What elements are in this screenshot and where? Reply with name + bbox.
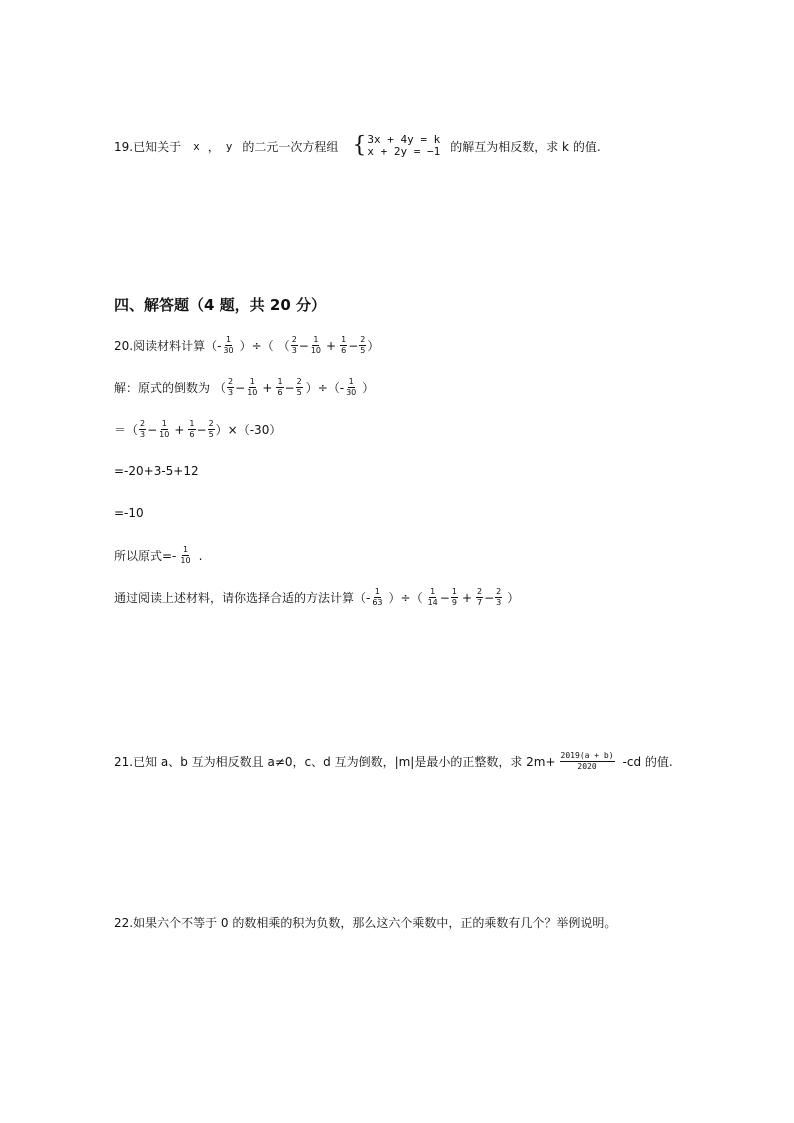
step1-prefix: ＝（ — [114, 423, 139, 437]
plus-sign: + — [326, 338, 337, 353]
paren-open: （ — [214, 381, 227, 395]
minus-sign: − — [235, 380, 246, 395]
q19-suffix: 的解互为相反数，求 k 的值. — [450, 139, 601, 154]
task-div: ）÷（ — [388, 591, 423, 605]
fraction-1-6: $\frac{1}{6}$ — [189, 419, 195, 439]
minus-sign: − — [147, 422, 158, 437]
fraction-1-6: $\frac{1}{6}$ — [341, 335, 347, 355]
minus-sign: − — [348, 338, 359, 353]
section-heading: 四、解答题（4 题，共 20 分） — [114, 296, 326, 314]
minus-sign: − — [484, 590, 495, 605]
paren-close: ） — [362, 381, 375, 395]
fraction-2-3: $\frac{2}{3}$ — [228, 377, 234, 397]
solution-prefix: 解：原式的倒数为 — [114, 381, 211, 395]
result-line — [114, 546, 202, 565]
fraction-2-5: $\frac{2}{5}$ — [360, 335, 366, 355]
step1-suffix: ）×（-30） — [215, 423, 282, 437]
fraction-2-5: $\frac{2}{5}$ — [296, 377, 302, 397]
fraction-2-7: $\frac{2}{7}$ — [477, 587, 483, 607]
result-suffix: . — [198, 548, 203, 563]
q19-prefix: 19.已知关于 — [114, 139, 182, 154]
question-22: 22.如果六个不等于 0 的数相乘的积为负数，那么这六个乘数中，正的乘数有几个？举例说明。 — [114, 916, 617, 930]
question-19 — [114, 134, 601, 158]
plus-sign: + — [461, 590, 472, 605]
task-line — [114, 588, 519, 607]
plus-sign: + — [174, 422, 185, 437]
fraction-1-14: $\frac{1}{14}$ — [427, 587, 438, 607]
task-close: ） — [507, 591, 520, 605]
fraction-1-63: $\frac{1}{63}$ — [372, 587, 383, 607]
fraction-1-6: $\frac{1}{6}$ — [277, 377, 283, 397]
q19-mid: 的二元一次方程组 — [242, 139, 339, 154]
q20-intro: 20.阅读材料计算（- — [114, 339, 222, 353]
q20-close: ） — [367, 339, 380, 353]
q19-var-y: y — [225, 139, 233, 153]
fraction-2-5: $\frac{2}{5}$ — [208, 419, 214, 439]
minus-sign: − — [284, 380, 295, 395]
solution-line — [114, 378, 374, 397]
step-1 — [114, 420, 281, 439]
fraction-1-10: $\frac{1}{10}$ — [180, 545, 191, 565]
step-2: =-20+3-5+12 — [114, 464, 199, 478]
q20-paren-open: （ — [277, 339, 290, 353]
minus-sign: − — [298, 338, 309, 353]
fraction-1-9: $\frac{1}{9}$ — [451, 587, 457, 607]
result-prefix: 所以原式=- — [114, 549, 177, 563]
fraction-1-10: $\frac{1}{10}$ — [159, 419, 170, 439]
q19-comma: ， — [207, 139, 220, 154]
minus-sign: − — [439, 590, 450, 605]
question-20 — [114, 336, 379, 355]
equation-system — [352, 134, 440, 158]
minus-sign: − — [196, 422, 207, 437]
q20-div-open: ）÷（ — [239, 339, 274, 353]
fraction-1-30: $\frac{1}{30}$ — [346, 377, 357, 397]
fraction-2-3: $\frac{2}{3}$ — [291, 335, 297, 355]
step-3: =-10 — [114, 506, 144, 520]
question-21 — [114, 752, 673, 771]
q21-suffix: -cd 的值. — [622, 755, 673, 769]
task-prefix: 通过阅读上述材料，请你选择合适的方法计算（- — [114, 591, 371, 605]
fraction-1-10: $\frac{1}{10}$ — [310, 335, 322, 355]
plus-sign: + — [262, 380, 273, 395]
fraction-1-30: $\frac{1}{30}$ — [223, 335, 234, 355]
left-brace-icon: { — [352, 133, 367, 158]
q19-var-x: x — [193, 139, 200, 153]
solution-div: ）÷（- — [305, 381, 345, 395]
fraction-2-3: $\frac{2}{3}$ — [496, 587, 502, 607]
equation-1: 3x + 4y = k — [367, 133, 441, 146]
q21-prefix: 21.已知 a、b 互为相反数且 a≠0，c、d 互为倒数，|m|是最小的正整数，求 2m+ — [114, 755, 556, 769]
fraction-2019ab-2020: $\frac{2019(a + b)}{2020}$ — [560, 751, 614, 771]
fraction-2-3: $\frac{2}{3}$ — [140, 419, 146, 439]
fraction-1-10: $\frac{1}{10}$ — [247, 377, 258, 397]
equation-2: x + 2y = −1 — [367, 145, 441, 158]
